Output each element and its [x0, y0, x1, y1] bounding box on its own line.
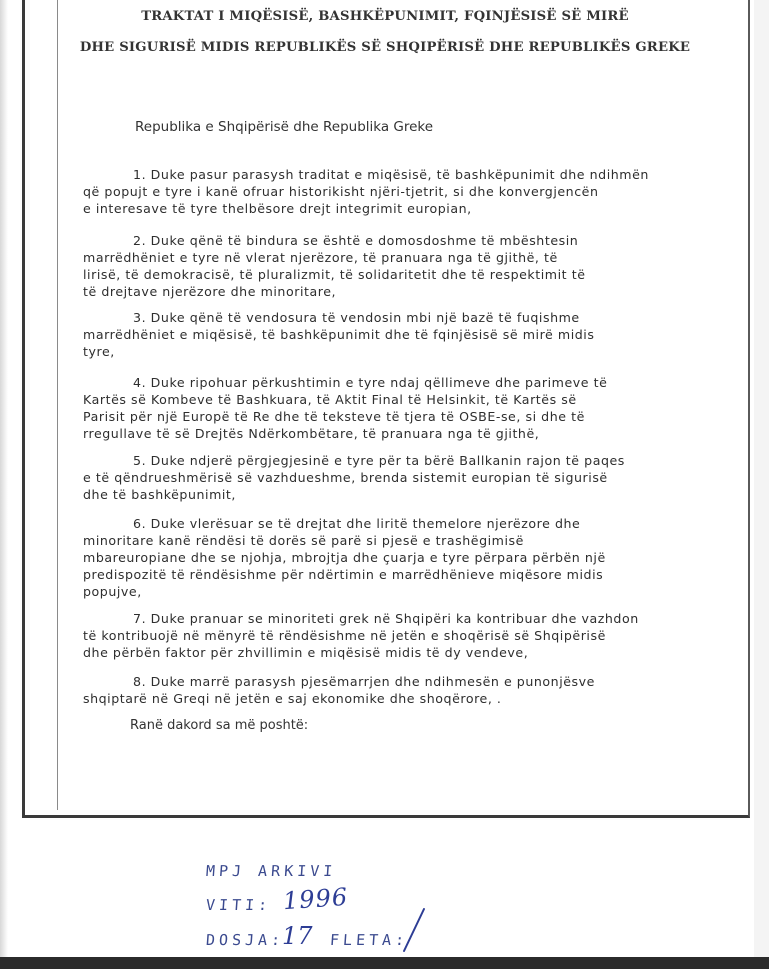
- paragraph-line: popujve,: [83, 584, 142, 599]
- paragraph-4: [83, 374, 705, 442]
- paragraph-line: rregullave të së Drejtës Ndërkombëtare, të pranuara nga të gjithë,: [83, 426, 540, 441]
- paragraph-3: [83, 309, 705, 360]
- paragraph-line: shqiptarë në Greqi në jetën e saj ekonomike dhe shoqërore, .: [83, 691, 502, 706]
- paragraph-line: 7. Duke pranuar se minoriteti grek në Shqipëri ka kontribuar dhe vazhdon: [133, 611, 639, 626]
- paragraph-line: dhe të bashkëpunimit,: [83, 487, 236, 502]
- paragraph-line: minoritare kanë rëndësi të dorës së parë si pjesë e trashëgimisë: [83, 533, 524, 548]
- archive-stamp-title: MPJ ARKIVI: [205, 862, 337, 880]
- paragraph-line: të kontribuojë në mënyrë të rëndësishme në jetën e shoqërisë së Shqipërisë: [83, 628, 606, 643]
- paragraph-line: e interesave të tyre thelbësore drejt integrimit europian,: [83, 201, 472, 216]
- paragraph-line: dhe përbën faktor për zhvillimin e miqësisë midis të dy vendeve,: [83, 645, 529, 660]
- paragraph-5: [83, 452, 705, 503]
- paragraph-line: marrëdhëniet e tyre në vlerat njerëzore, të pranuara nga të gjithë, të: [83, 250, 558, 265]
- paragraph-7: [83, 610, 705, 661]
- paragraph-2: [83, 232, 705, 300]
- frame-inner-line: [57, 0, 58, 810]
- paragraph-line: Parisit për një Europë të Re dhe të teksteve të tjera të OSBE-se, si dhe të: [83, 409, 585, 424]
- handwritten-dosja: 17: [282, 922, 313, 950]
- paragraph-line: 6. Duke vlerësuar se të drejtat dhe liritë themelore njerëzore dhe: [133, 516, 581, 531]
- parties-line: Republika e Shqipërisë dhe Republika Greke: [135, 119, 434, 135]
- paragraph-line: mbareuropiane dhe se njohja, mbrojtja dhe çuarja e tyre përpara përbën një: [83, 550, 606, 565]
- paragraph-line: 1. Duke pasur parasysh traditat e miqësisë, të bashkëpunimit dhe ndihmën: [133, 167, 649, 182]
- paragraph-line: 4. Duke ripohuar përkushtimin e tyre ndaj qëllimeve dhe parimeve të: [133, 375, 608, 390]
- handwritten-year: 1996: [282, 882, 349, 916]
- scan-shadow: [0, 0, 8, 969]
- archive-stamp-dosja-label: DOSJA:: [205, 931, 285, 949]
- treaty-title-line-2: DHE SIGURISË MIDIS REPUBLIKËS SË SHQIPËRISË DHE REPUBLIKËS GREKE: [79, 40, 691, 55]
- paragraph-line: tyre,: [83, 344, 115, 359]
- paragraph-line: 3. Duke qënë të vendosura të vendosin mbi një bazë të fuqishme: [133, 310, 580, 325]
- paragraph-line: lirisë, të demokracisë, të pluralizmit, të solidaritetit dhe të respektimit të: [83, 267, 586, 282]
- paragraph-6: [83, 515, 705, 600]
- paragraph-1: [83, 166, 705, 217]
- paragraph-line: të drejtave njerëzore dhe minoritare,: [83, 284, 337, 299]
- page-edge: [754, 0, 769, 969]
- scan-bottom-bar: [0, 957, 769, 969]
- paragraph-line: 2. Duke qënë të bindura se është e domosdoshme të mbështesin: [133, 233, 579, 248]
- paragraph-line: 8. Duke marrë parasysh pjesëmarrjen dhe ndihmesën e punonjësve: [133, 674, 595, 689]
- paragraph-line: marrëdhëniet e miqësisë, të bashkëpunimit dhe të fqinjësisë së mirë midis: [83, 327, 595, 342]
- closing-line: Ranë dakord sa më poshtë:: [130, 718, 309, 733]
- treaty-title-line-1: TRAKTAT I MIQËSISË, BASHKËPUNIMIT, FQINJËSISË SË MIRË: [141, 9, 629, 24]
- paragraph-line: Kartës së Kombeve të Bashkuara, të Aktit Final të Helsinkit, të Kartës së: [83, 392, 577, 407]
- paragraph-line: 5. Duke ndjerë përgjegjesinë e tyre për ta bërë Ballkanin rajon të paqes: [133, 453, 625, 468]
- paragraph-line: që popujt e tyre i kanë ofruar historikisht njëri-tjetrit, si dhe konvergjencën: [83, 184, 599, 199]
- archive-stamp-viti-label: VITI:: [205, 896, 272, 914]
- handwritten-fleta-slash: [398, 905, 428, 955]
- paragraph-8: [83, 673, 705, 707]
- archive-stamp-fleta-label: FLETA:: [329, 931, 409, 949]
- paragraph-line: predispozitë të rëndësishme për ndërtimin e marrëdhënieve miqësore midis: [83, 567, 604, 582]
- paragraph-line: e të qëndrueshmërisë së vazhdueshme, brenda sistemit europian të sigurisë: [83, 470, 608, 485]
